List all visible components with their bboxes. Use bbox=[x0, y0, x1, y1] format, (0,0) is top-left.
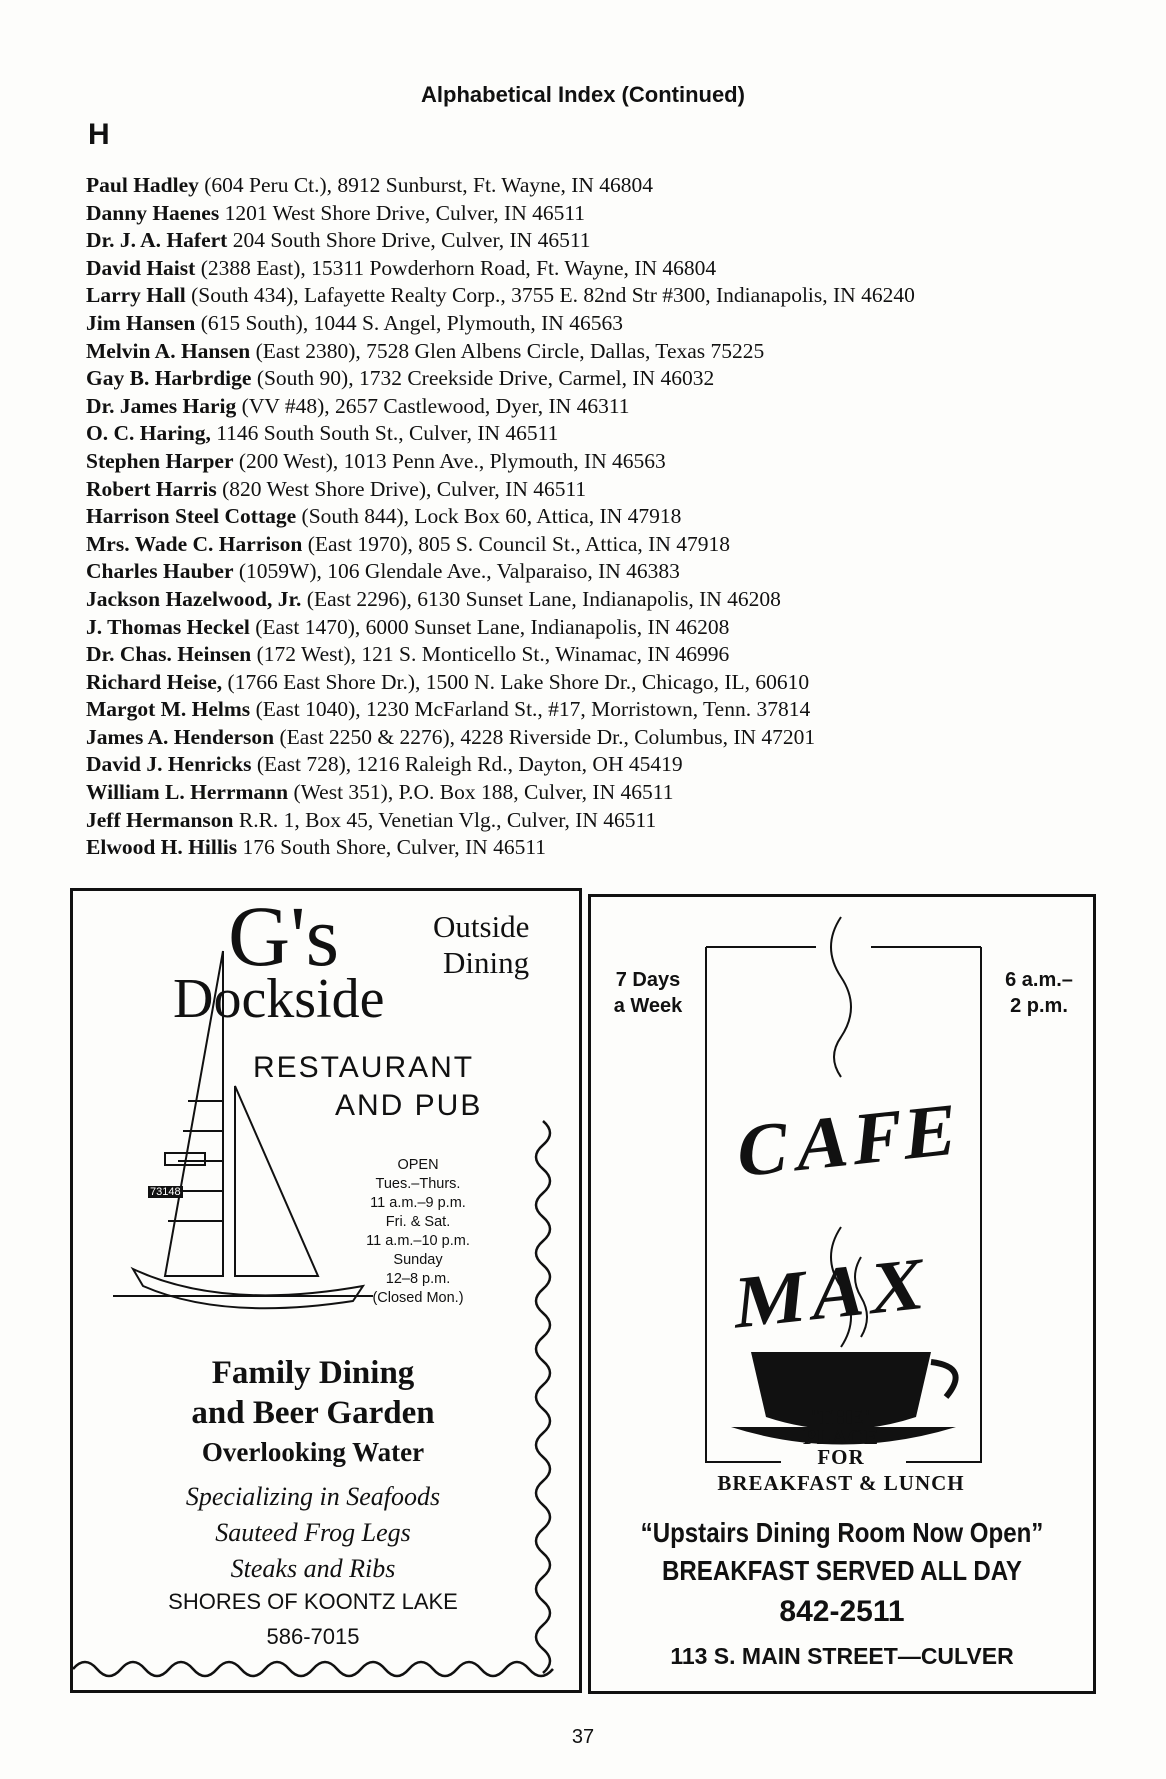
restaurant-label: RESTAURANT bbox=[253, 1051, 475, 1084]
entry-detail: (South 434), Lafayette Realty Corp., 3755 E. 82nd Str #300, Indianapolis, IN 46240 bbox=[191, 283, 915, 308]
entry-detail: (200 West), 1013 Penn Ave., Plymouth, IN 46563 bbox=[238, 448, 666, 473]
index-entry bbox=[86, 696, 1146, 724]
index-entry bbox=[86, 338, 1146, 366]
sail-number: 73148 bbox=[150, 1186, 181, 1198]
entry-detail: (East 2250 & 2276), 4228 Riverside Dr., Columbus, IN 47201 bbox=[279, 724, 816, 749]
entry-detail: (East 728), 1216 Raleigh Rd., Dayton, OH 45419 bbox=[256, 752, 683, 777]
entry-name: Elwood H. Hillis bbox=[86, 835, 238, 860]
entry-name: Jim Hansen bbox=[86, 310, 196, 335]
index-entry bbox=[86, 558, 1146, 586]
index-entry bbox=[86, 807, 1146, 835]
index-entry bbox=[86, 531, 1146, 559]
section-letter: H bbox=[88, 118, 110, 151]
index-entry bbox=[86, 227, 1146, 255]
index-entry bbox=[86, 724, 1146, 752]
opening-hours bbox=[343, 1156, 493, 1308]
entry-detail: (East 1040), 1230 McFarland St., #17, Morristown, Tenn. 37814 bbox=[255, 697, 811, 722]
hours-line: 11 a.m.–9 p.m. bbox=[370, 1195, 466, 1211]
entry-name: Mrs. Wade C. Harrison bbox=[86, 531, 303, 556]
cafe-max-logo: CAFE MAX bbox=[731, 1087, 966, 1346]
cafe-address: 113 S. MAIN STREET—CULVER bbox=[670, 1643, 1014, 1669]
index-entry bbox=[86, 255, 1146, 283]
entry-name: David J. Henricks bbox=[86, 752, 252, 777]
entry-name: Margot M. Helms bbox=[86, 697, 251, 722]
overlooking-water: Overlooking Water bbox=[201, 1437, 425, 1467]
index-entry bbox=[86, 503, 1146, 531]
index-entries bbox=[86, 172, 1146, 862]
special-item: Steaks and Ribs bbox=[230, 1554, 396, 1583]
entry-detail: R.R. 1, Box 45, Venetian Vlg., Culver, IN 46511 bbox=[238, 807, 657, 832]
upstairs-dining: “Upstairs Dining Room Now Open” bbox=[640, 1517, 1044, 1548]
family-dining-heading: Family Dining and Beer Garden bbox=[191, 1355, 435, 1431]
entry-detail: (172 West), 121 S. Monticello St., Winamac, IN 46996 bbox=[256, 642, 730, 667]
entry-name: Robert Harris bbox=[86, 476, 217, 501]
entry-name: Richard Heise, bbox=[86, 669, 223, 694]
slogan: 'THE' PLACE FOR bbox=[802, 1405, 880, 1469]
entry-name: Dr. Chas. Heinsen bbox=[86, 642, 252, 667]
hours-line: 11 a.m.–10 p.m. bbox=[366, 1233, 470, 1249]
restaurant-name-dockside: Dockside bbox=[173, 968, 385, 1030]
hours-line: (Closed Mon.) bbox=[372, 1290, 464, 1306]
specials-list bbox=[73, 1479, 553, 1587]
entry-name: Larry Hall bbox=[86, 283, 186, 308]
index-entry bbox=[86, 282, 1146, 310]
outside-dining: Outside Dining bbox=[433, 909, 530, 980]
entry-detail: 176 South Shore, Culver, IN 46511 bbox=[242, 835, 547, 860]
restaurant-name-gs: G's bbox=[228, 888, 340, 984]
cafe-max-advertisement bbox=[588, 894, 1096, 1694]
entry-name: Paul Hadley bbox=[86, 173, 199, 197]
entry-detail: (West 351), P.O. Box 188, Culver, IN 46511 bbox=[293, 780, 674, 805]
location: SHORES OF KOONTZ LAKE bbox=[168, 1589, 458, 1614]
special-item: Specializing in Seafoods bbox=[185, 1482, 441, 1511]
index-entry bbox=[86, 751, 1146, 779]
entry-name: Jackson Hazelwood, Jr. bbox=[86, 586, 302, 611]
entry-name: James A. Henderson bbox=[86, 724, 275, 749]
dockside-phone: 586-7015 bbox=[266, 1624, 360, 1649]
entry-detail: (VV #48), 2657 Castlewood, Dyer, IN 46311 bbox=[241, 393, 630, 418]
entry-name: O. C. Haring, bbox=[86, 421, 211, 446]
entry-name: Dr. J. A. Hafert bbox=[86, 228, 228, 253]
entry-name: Harrison Steel Cottage bbox=[86, 504, 297, 529]
entry-name: Stephen Harper bbox=[86, 448, 234, 473]
entry-detail: (604 Peru Ct.), 8912 Sunburst, Ft. Wayne, IN 46804 bbox=[204, 173, 654, 197]
entry-name: Gay B. Harbrdige bbox=[86, 366, 252, 391]
entry-detail: (East 1970), 805 S. Council St., Attica, IN 47918 bbox=[307, 531, 730, 556]
hours-line: OPEN bbox=[397, 1157, 439, 1173]
open-times: 6 a.m.– 2 p.m. bbox=[1005, 969, 1073, 1017]
index-entry bbox=[86, 365, 1146, 393]
index-entry bbox=[86, 448, 1146, 476]
index-entry bbox=[86, 779, 1146, 807]
hours-line: Tues.–Thurs. bbox=[375, 1176, 461, 1192]
entry-name: Charles Hauber bbox=[86, 559, 234, 584]
entry-detail: (820 West Shore Drive), Culver, IN 46511 bbox=[222, 476, 587, 501]
index-entry bbox=[86, 420, 1146, 448]
entry-detail: (615 South), 1044 S. Angel, Plymouth, IN 46563 bbox=[200, 310, 623, 335]
entry-detail: 204 South Shore Drive, Culver, IN 46511 bbox=[232, 228, 591, 253]
entry-detail: 1201 West Shore Drive, Culver, IN 46511 bbox=[224, 200, 586, 225]
index-entry bbox=[86, 834, 1146, 862]
index-entry bbox=[86, 172, 1146, 200]
breakfast-all-day: BREAKFAST SERVED ALL DAY bbox=[662, 1555, 1022, 1586]
breakfast-lunch: BREAKFAST & LUNCH bbox=[717, 1471, 965, 1495]
entry-detail: (1059W), 106 Glendale Ave., Valparaiso, IN 46383 bbox=[238, 559, 680, 584]
entry-name: Dr. James Harig bbox=[86, 393, 237, 418]
dockside-advertisement bbox=[70, 888, 582, 1693]
index-entry bbox=[86, 200, 1146, 228]
entry-name: David Haist bbox=[86, 255, 196, 280]
hours-line: Fri. & Sat. bbox=[385, 1214, 451, 1230]
entry-name: Melvin A. Hansen bbox=[86, 338, 251, 363]
pub-label: AND PUB bbox=[335, 1089, 483, 1122]
entry-detail: (South 844), Lock Box 60, Attica, IN 47918 bbox=[301, 504, 682, 529]
entry-detail: (East 2296), 6130 Sunset Lane, Indianapolis, IN 46208 bbox=[306, 586, 781, 611]
page-title: Alphabetical Index (Continued) bbox=[421, 82, 745, 107]
cafe-phone: 842-2511 bbox=[779, 1595, 905, 1628]
page-number: 37 bbox=[571, 1726, 595, 1748]
open-days: 7 Days a Week bbox=[613, 969, 683, 1017]
index-entry bbox=[86, 393, 1146, 421]
entry-name: William L. Herrmann bbox=[86, 780, 289, 805]
entry-detail: (2388 East), 15311 Powderhorn Road, Ft. Wayne, IN 46804 bbox=[200, 255, 717, 280]
index-entry bbox=[86, 310, 1146, 338]
special-item: Sauteed Frog Legs bbox=[215, 1518, 411, 1547]
index-entry bbox=[86, 641, 1146, 669]
hours-line: 12–8 p.m. bbox=[385, 1271, 451, 1287]
entry-detail: (South 90), 1732 Creekside Drive, Carmel, IN 46032 bbox=[256, 366, 715, 391]
index-entry bbox=[86, 586, 1146, 614]
entry-detail: (East 2380), 7528 Glen Albens Circle, Dallas, Texas 75225 bbox=[255, 338, 765, 363]
index-entry bbox=[86, 476, 1146, 504]
entry-name: Danny Haenes bbox=[86, 200, 220, 225]
hours-line: Sunday bbox=[393, 1252, 443, 1268]
entry-name: J. Thomas Heckel bbox=[86, 614, 250, 639]
entry-detail: 1146 South South St., Culver, IN 46511 bbox=[216, 421, 559, 446]
index-entry bbox=[86, 669, 1146, 697]
index-entry bbox=[86, 614, 1146, 642]
entry-detail: (1766 East Shore Dr.), 1500 N. Lake Shore Dr., Chicago, IL, 60610 bbox=[227, 669, 810, 694]
entry-name: Jeff Hermanson bbox=[86, 807, 234, 832]
entry-detail: (East 1470), 6000 Sunset Lane, Indianapolis, IN 46208 bbox=[255, 614, 730, 639]
